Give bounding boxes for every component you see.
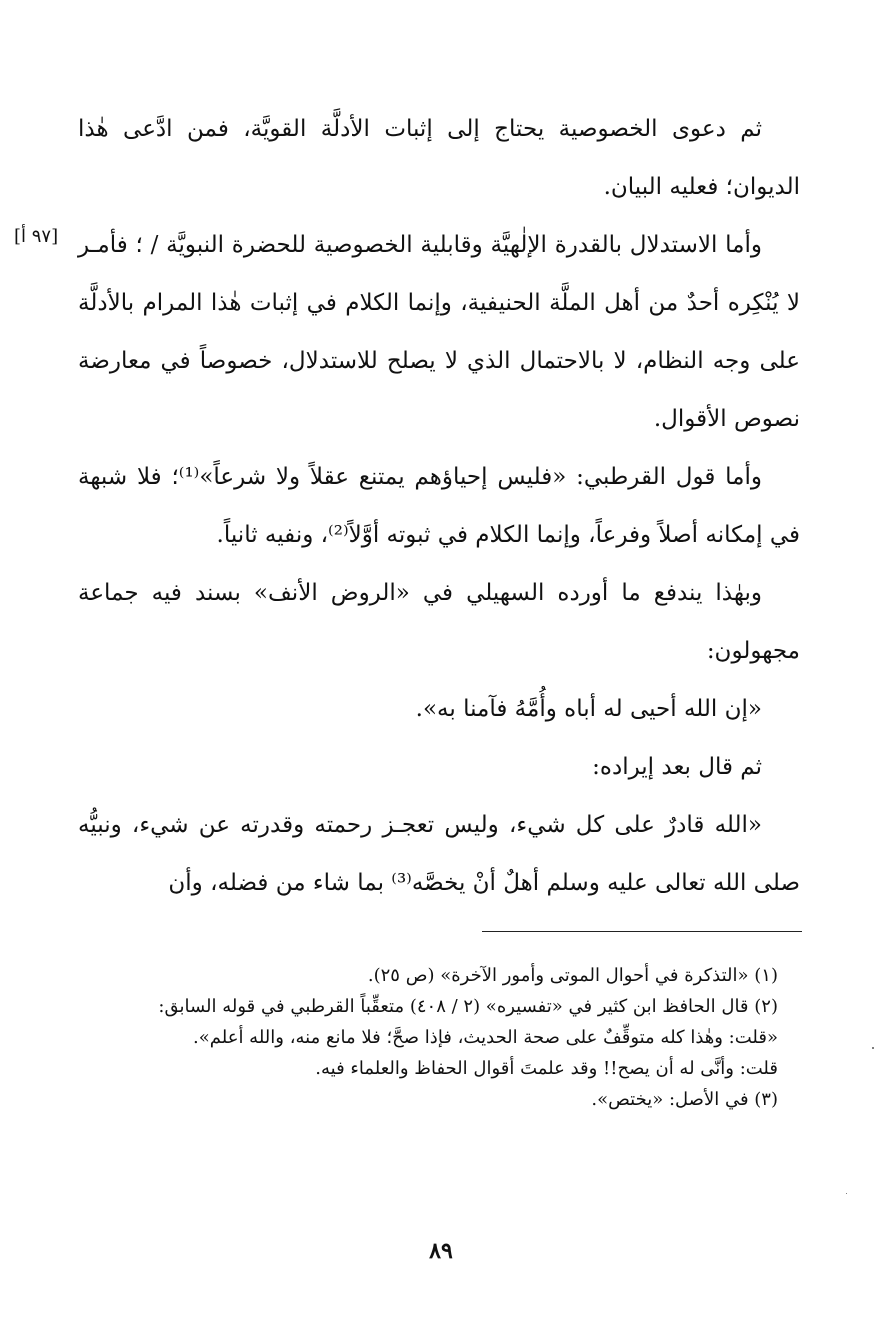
quote-1: «إن الله أحيى له أباه وأُمَّهُ فآمنا به». xyxy=(415,696,762,722)
scan-speck xyxy=(846,1193,847,1194)
paragraph-5: ثم قال بعد إيراده: xyxy=(592,754,762,780)
quote-2: «الله قادرٌ على كل شيء، وليس تعجـز رحمته وقدرته عن شيء، ونبيُّه صلى الله تعالى عليه وسلم أهلٌ أنْ يخصَّه⁽³⁾ بما شاء من فضله، وأن xyxy=(78,812,800,896)
paragraph-3: وأما قول القرطبي: «فليس إحياؤهم يمتنع عقلاً ولا شرعاً»⁽¹⁾؛ فلا شبهة في إمكانه أصلاً وفرعاً، وإنما الكلام في ثبوته أوَّلاً⁽²⁾، ونفيه ثانياً. xyxy=(78,464,800,548)
footnote-2: (٢) قال الحافظ ابن كثير في «تفسيره» (٢ / ٤٠٨) متعقِّباً القرطبي في قوله السابق: xyxy=(158,996,778,1017)
footnote-2-comment: قلت: وأنَّى له أن يصح!! وقد علمتَ أقوال الحفاظ والعلماء فيه. xyxy=(315,1058,778,1079)
footnote-2-quote: «قلت: وهٰذا كله متوقِّفٌ على صحة الحديث، فإذا صحَّ؛ فلا مانع منه، والله أعلم». xyxy=(193,1027,778,1048)
main-text xyxy=(78,100,800,912)
footnote-3: (٣) في الأصل: «يختص». xyxy=(591,1089,778,1110)
footnotes xyxy=(78,960,800,1115)
paragraph-2: وأما الاستدلال بالقدرة الإلٰهيَّة وقابلية الخصوصية للحضرة النبويَّة / ؛ فأمـر لا يُنْكِره أحدٌ من أهل الملَّة الحنيفية، وإنما الكلام في إثبات هٰذا المرام بالأدلَّة على وجه النظام، لا بالاحتمال الذي لا يصلح للاستدلال، خصوصاً في معارضة نصوص الأقوال. xyxy=(78,232,800,432)
paragraph-4: وبهٰذا يندفع ما أورده السهيلي في «الروض الأنف» بسند فيه جماعة مجهولون: xyxy=(78,580,800,664)
margin-folio-marker: [٩٧ أ] xyxy=(14,226,59,247)
paragraph-1: ثم دعوى الخصوصية يحتاج إلى إثبات الأدلَّة القويَّة، فمن ادَّعى هٰذا الديوان؛ فعليه البيان. xyxy=(78,116,800,200)
page-number: ٨٩ xyxy=(429,1238,453,1264)
footnote-1: (١) «التذكرة في أحوال الموتى وأمور الآخرة» (ص ٢٥). xyxy=(367,965,778,986)
footnote-separator xyxy=(482,931,802,932)
scan-speck xyxy=(872,1047,874,1049)
